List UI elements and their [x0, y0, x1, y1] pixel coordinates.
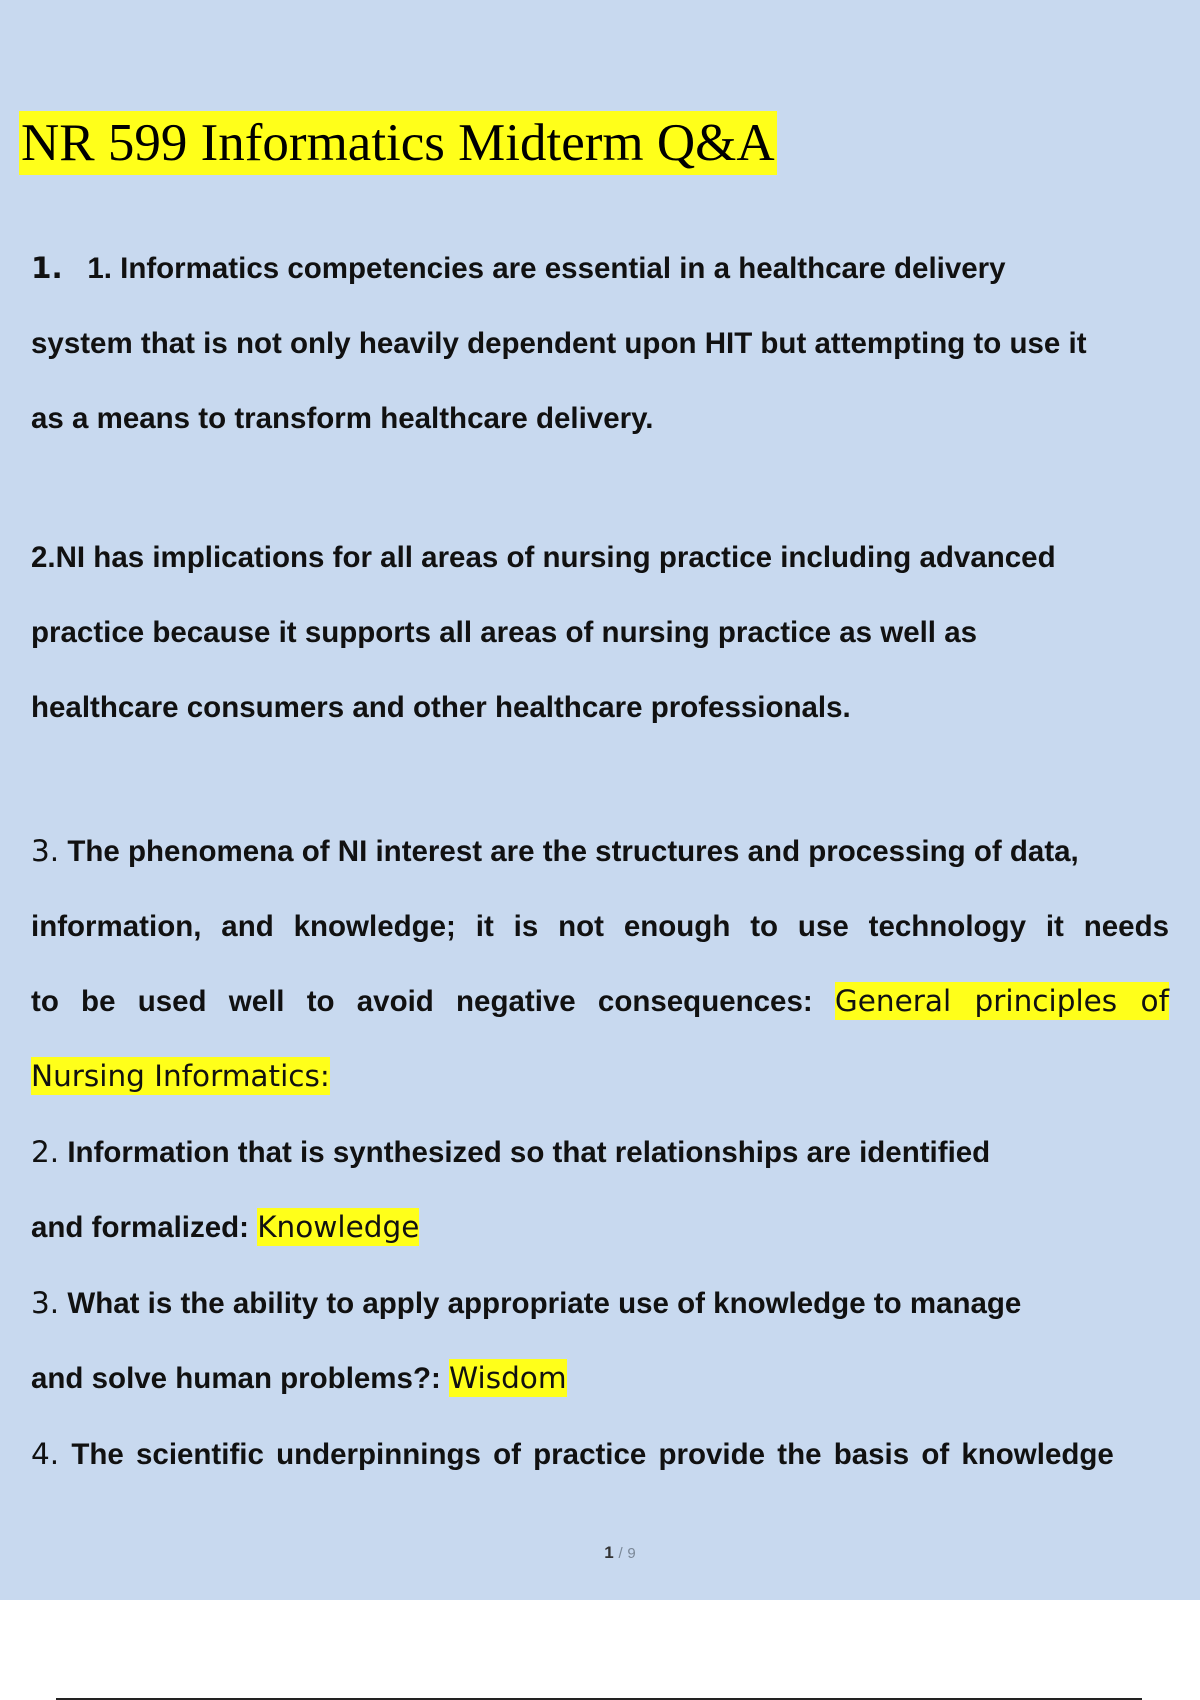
item-number: 1. [31, 251, 63, 285]
page-total: 9 [627, 1545, 636, 1562]
item-number: 3. [31, 1286, 60, 1320]
item-text: and solve human problems?: [31, 1362, 449, 1395]
page-current: 1 [604, 1543, 614, 1562]
page-separator: / [618, 1545, 623, 1562]
item-text: 1. Informatics competencies are essential in a healthcare delivery [87, 252, 1006, 285]
question-item [31, 1417, 1114, 1492]
item-text: system that is not only heavily dependent upon HIT but attempting to use it [31, 327, 1087, 360]
item-text: What is the ability to apply appropriate use of knowledge to manage [67, 1287, 1022, 1320]
answer-highlight: Knowledge [257, 1210, 420, 1244]
item-text: information, and knowledge; it is not enough to use technology it needs [31, 910, 1169, 943]
item-number: 3. [31, 834, 60, 868]
page-counter [0, 1543, 1200, 1563]
item-number: 2. [31, 1135, 60, 1169]
answer-highlight: Wisdom [448, 1361, 567, 1395]
answer-highlight: General principles of [834, 984, 1169, 1018]
item-text: practice because it supports all areas of nursing practice as well as [31, 616, 978, 649]
item-text: healthcare consumers and other healthcare professionals. [31, 691, 851, 724]
item-text: Information that is synthesized so that relationships are identified [67, 1136, 991, 1169]
document-title: NR 599 Informatics Midterm Q&A [19, 111, 777, 175]
item-text: to be used well to avoid negative consequences: [31, 985, 835, 1018]
question-item [31, 1266, 1021, 1416]
item-number: 4. [31, 1437, 60, 1471]
answer-highlight: Nursing Informatics: [31, 1059, 330, 1093]
question-item [31, 520, 1056, 745]
item-number: 2. [31, 541, 56, 574]
question-item [31, 814, 1169, 1114]
item-text: and formalized: [31, 1211, 258, 1244]
item-text: NI has implications for all areas of nursing practice including advanced [55, 541, 1056, 574]
item-text: The scientific underpinnings of practice provide the basis of knowledge [71, 1438, 1114, 1471]
item-text: as a means to transform healthcare delivery. [31, 402, 654, 435]
question-item [31, 1115, 990, 1265]
question-item [31, 231, 1087, 456]
item-text: The phenomena of NI interest are the structures and processing of data, [67, 835, 1079, 868]
